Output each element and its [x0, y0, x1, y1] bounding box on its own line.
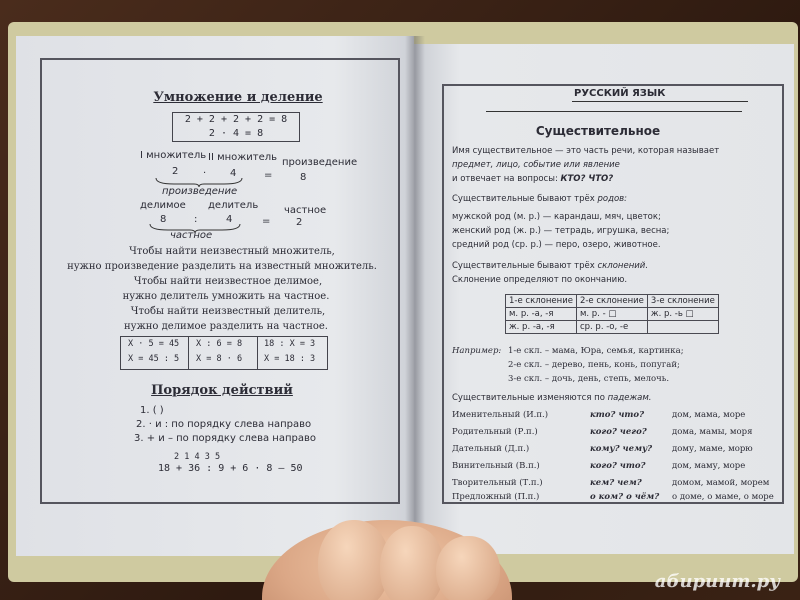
- case-name: Именительный (И.п.): [452, 410, 549, 420]
- declension-table: [505, 294, 719, 334]
- rule-factor-line2: нужно произведение разделить на известный множитель.: [67, 261, 377, 272]
- label-factor-two: II множитель: [208, 152, 278, 163]
- product-value: 8: [300, 172, 307, 183]
- gender-feminine: женский род (ж. р.) — тетрадь, игрушка, весна;: [452, 226, 670, 236]
- equals-sign: =: [264, 170, 273, 181]
- equation-1a: X · 5 = 45: [128, 339, 180, 349]
- multiply-sign: ·: [203, 168, 207, 179]
- case-name: Родительный (Р.п.): [452, 427, 538, 437]
- multiplication-division-title: Умножение и деление: [153, 90, 323, 105]
- factor-two-value: 4: [230, 168, 237, 179]
- order-step-1: 1. ( ): [140, 405, 164, 416]
- genders-intro: Существительные бывают трёх родов:: [452, 194, 628, 204]
- rule-factor-line1: Чтобы найти неизвестный множитель,: [129, 246, 335, 257]
- book-spine: [405, 36, 425, 558]
- decl-header-3: 3-е склонение: [647, 295, 718, 308]
- case-example: дом, маму, море: [672, 461, 746, 471]
- case-name: Винительный (В.п.): [452, 461, 540, 471]
- case-question: кого? что?: [590, 461, 646, 471]
- order-step-3: 3. + и – по порядку слева направо: [134, 433, 316, 444]
- rule-divisor-line2: нужно делимое разделить на частное.: [124, 321, 328, 332]
- decl-cell: м. р. - □: [576, 308, 647, 321]
- order-step-2: 2. · и : по порядку слева направо: [136, 419, 312, 430]
- divisor-value: 4: [226, 214, 233, 225]
- order-example-expression: 18 + 36 : 9 + 6 · 8 – 50: [158, 463, 303, 474]
- brace-quotient-label: частное: [170, 230, 213, 241]
- noun-definition-line1: Имя существительное — это часть речи, которая называет: [452, 146, 720, 156]
- case-question: кто? что?: [590, 410, 645, 420]
- decl-header-1: 1-е склонение: [506, 295, 577, 308]
- case-question: кем? чем?: [590, 478, 642, 488]
- case-example: дома, мамы, моря: [672, 427, 753, 437]
- header-rule-top: [572, 101, 748, 102]
- case-question: кого? чего?: [590, 427, 647, 437]
- case-example: домом, мамой, морем: [672, 478, 770, 488]
- dividend-value: 8: [160, 214, 167, 225]
- decl-cell: м. р. -а, -я: [506, 308, 577, 321]
- case-question: кому? чему?: [590, 444, 653, 454]
- reader-finger: [318, 520, 390, 600]
- equation-3a: 18 : X = 3: [264, 339, 316, 349]
- rule-divisor-line1: Чтобы найти неизвестный делитель,: [130, 306, 326, 317]
- case-example: дом, мама, море: [672, 410, 746, 420]
- label-product: произведение: [282, 157, 358, 168]
- divide-sign: :: [194, 214, 198, 225]
- declensions-subtitle: Склонение определяют по окончанию.: [452, 275, 628, 285]
- decl-cell: ж. р. -а, -я: [506, 321, 577, 334]
- equation-2a: X : 6 = 8: [196, 339, 243, 349]
- decl-cell: [647, 321, 718, 334]
- watermark-logo: абиринт.ру: [654, 571, 780, 592]
- declension-example-1: 1-е скл. – мама, Юра, семья, картинка;: [508, 346, 684, 356]
- repeated-addition: 2 + 2 + 2 + 2 = 8: [184, 114, 288, 125]
- case-name: Дательный (Д.п.): [452, 444, 530, 454]
- decl-cell: ж. р. -ь □: [647, 308, 718, 321]
- cases-intro: Существительные изменяются по падежам.: [452, 393, 652, 403]
- example-label: Например:: [452, 346, 502, 356]
- case-example: о доме, о маме, о море: [672, 492, 774, 502]
- equation-3b: X = 18 : 3: [264, 354, 316, 364]
- division-equals-sign: =: [262, 216, 271, 227]
- decl-header-2: 2-е склонение: [576, 295, 647, 308]
- equation-2b: X = 8 · 6: [196, 354, 243, 364]
- label-divisor: делитель: [208, 200, 259, 211]
- declension-example-2: 2-е скл. – дерево, пень, конь, попугай;: [508, 360, 680, 370]
- brace-product-label: произведение: [162, 186, 238, 197]
- case-example: дому, маме, морю: [672, 444, 753, 454]
- reader-finger: [380, 526, 444, 600]
- noun-title: Существительное: [535, 124, 661, 138]
- gender-neuter: средний род (ср. р.) — перо, озеро, животное.: [452, 240, 661, 250]
- case-question: о ком? о чём?: [590, 492, 660, 502]
- multiplication-example: 2 · 4 = 8: [208, 128, 264, 139]
- label-factor-one: I множитель: [140, 150, 207, 161]
- decl-cell: ср. р. -о, -е: [576, 321, 647, 334]
- declensions-intro: Существительные бывают трёх склонений.: [452, 261, 649, 271]
- label-dividend: делимое: [140, 200, 186, 211]
- order-of-operations-title: Порядок действий: [151, 383, 293, 398]
- label-quotient: частное: [284, 205, 327, 216]
- factor-one-value: 2: [172, 166, 179, 177]
- gender-masculine: мужской род (м. р.) — карандаш, мяч, цветок;: [452, 212, 661, 222]
- quotient-value: 2: [296, 217, 303, 228]
- case-name: Предложный (П.п.): [452, 492, 540, 502]
- order-step-numbers: 2 1 4 3 5: [174, 452, 221, 462]
- equation-1b: X = 45 : 5: [128, 354, 180, 364]
- rule-dividend-line2: нужно делитель умножить на частное.: [122, 291, 330, 302]
- reader-finger: [436, 536, 500, 600]
- case-name: Творительный (Т.п.): [452, 478, 543, 488]
- noun-definition-line3: и отвечает на вопросы: КТО? ЧТО?: [452, 174, 614, 184]
- russian-language-header: РУССКИЙ ЯЗЫК: [574, 88, 666, 99]
- declension-example-3: 3-е скл. – дочь, день, степь, мелочь.: [508, 374, 670, 384]
- rule-dividend-line1: Чтобы найти неизвестное делимое,: [133, 276, 323, 287]
- header-rule-bottom: [486, 111, 742, 112]
- noun-definition-line2: предмет, лицо, событие или явление: [452, 160, 620, 170]
